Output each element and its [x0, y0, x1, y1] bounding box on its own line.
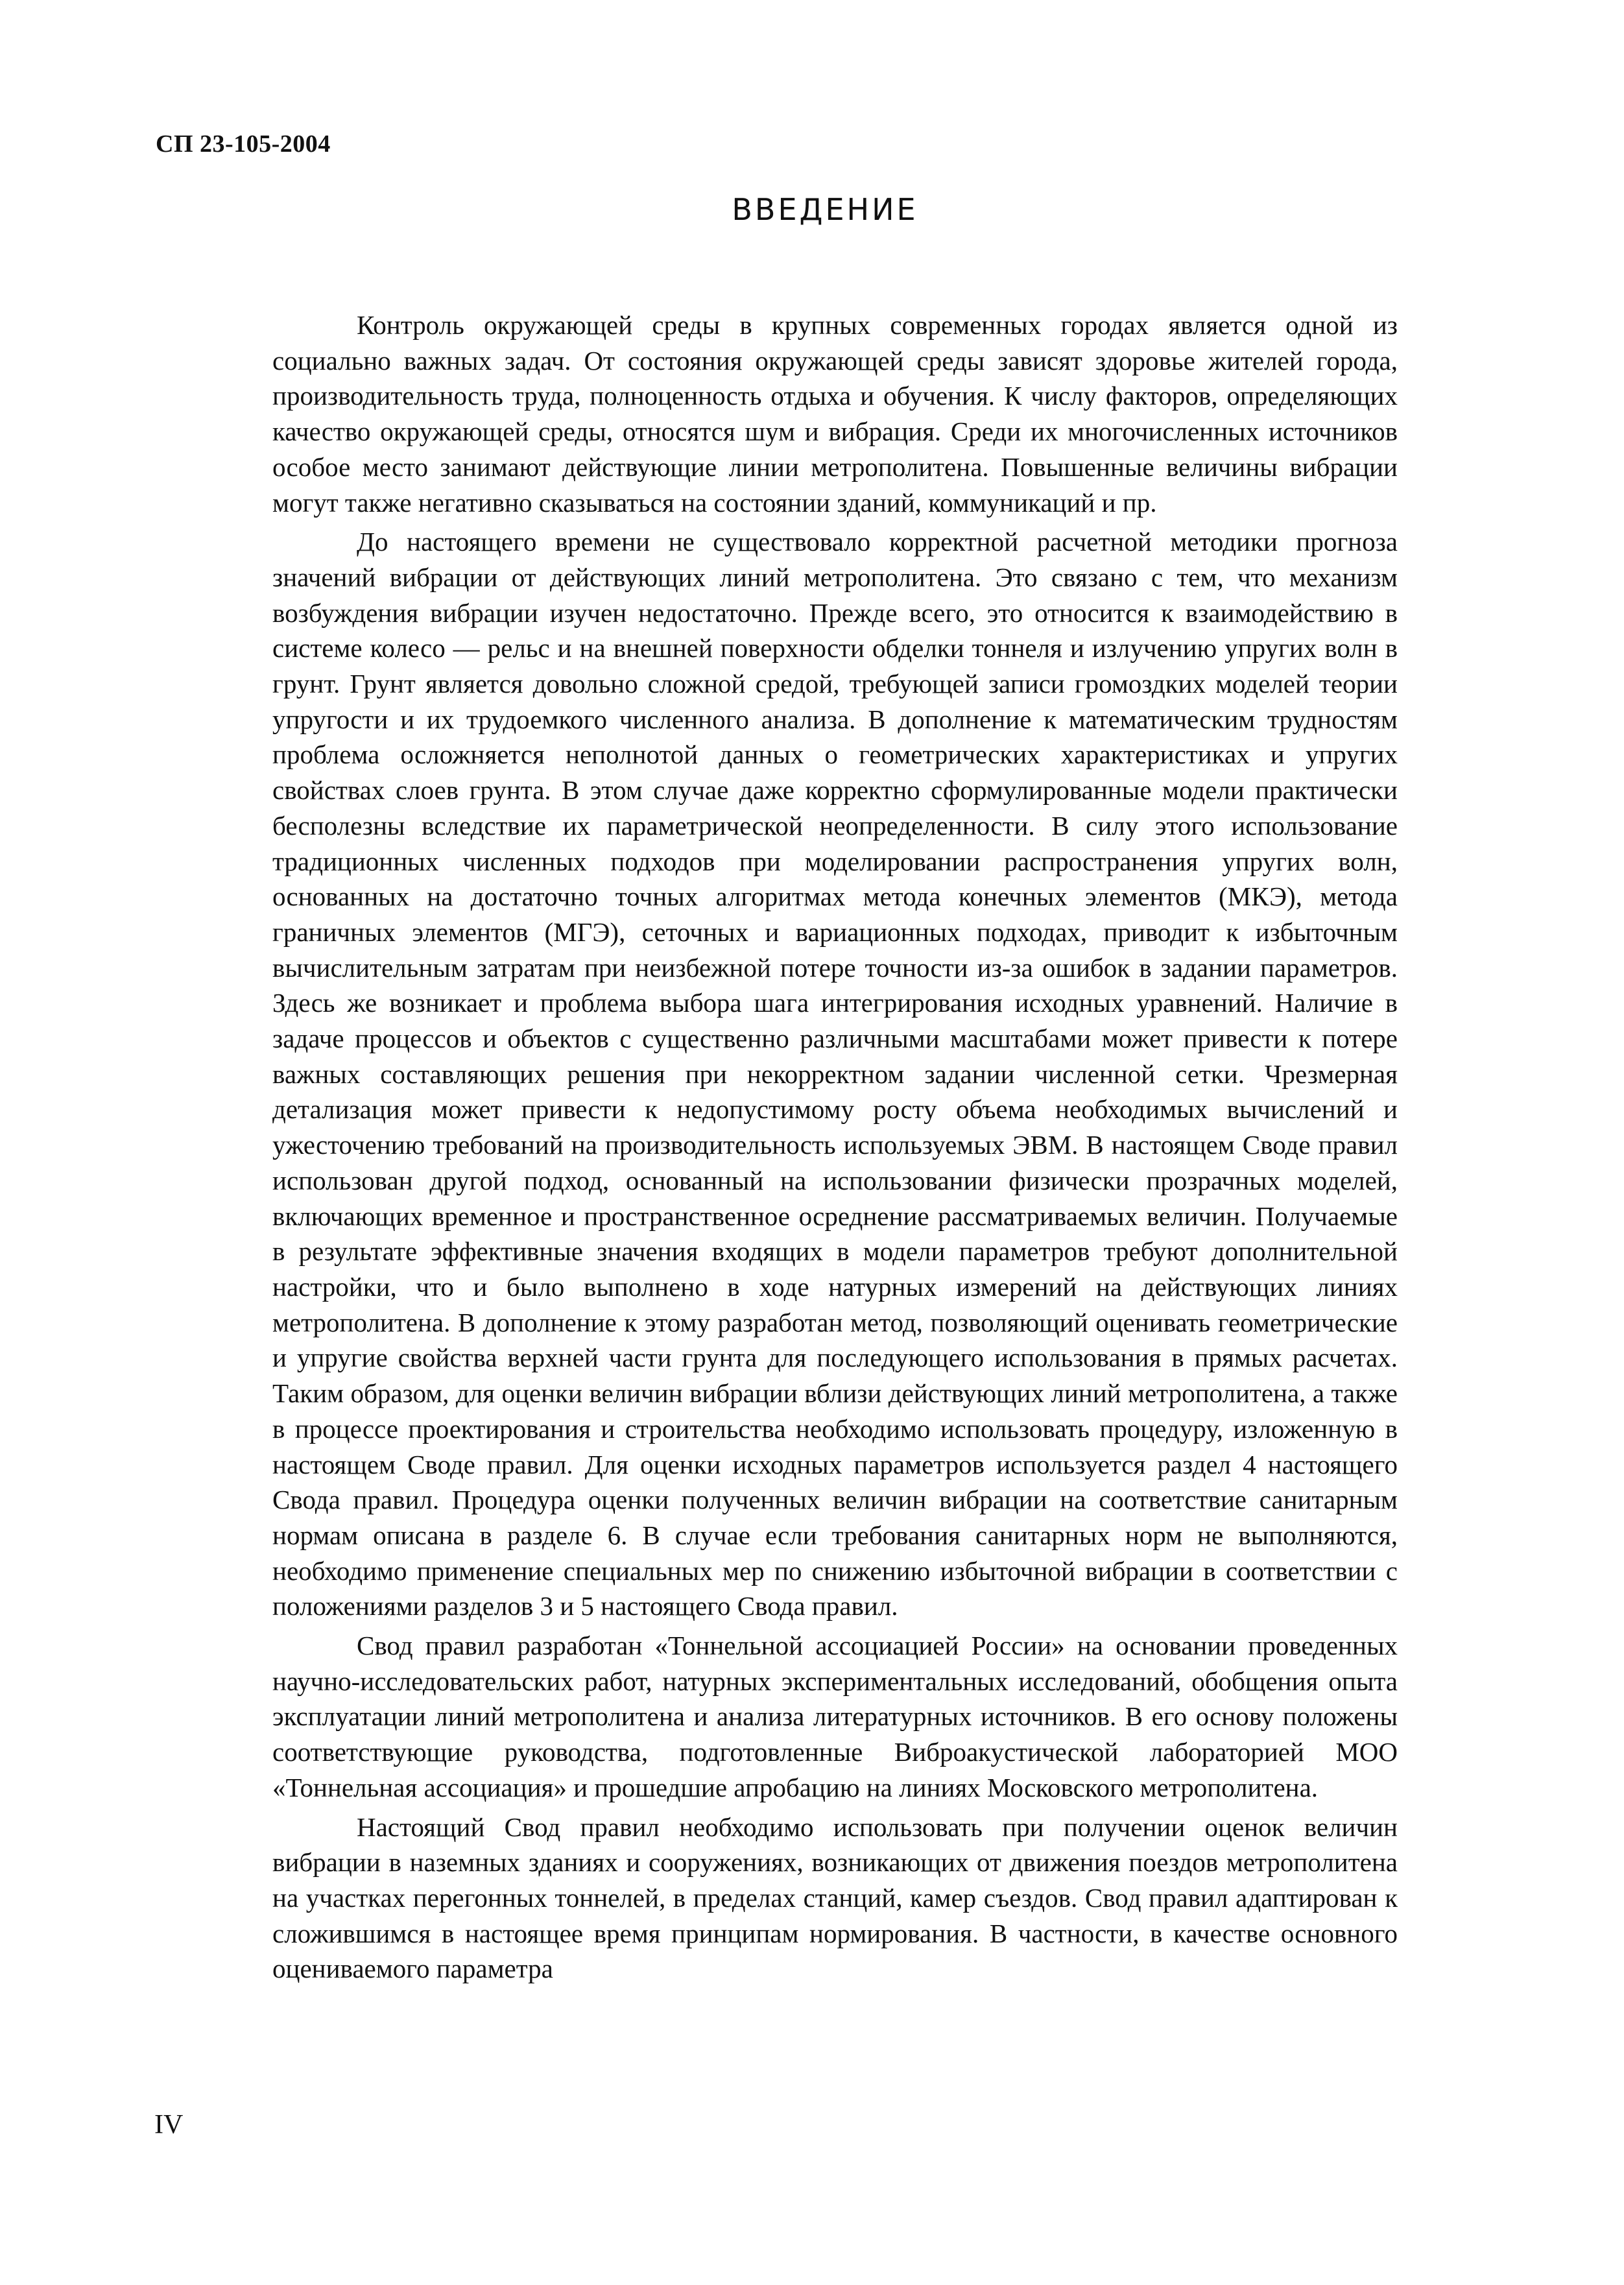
paragraph-4: Настоящий Свод правил необходимо использовать при получении оценок величин вибрации в наземных зданиях и сооружениях, возникающих от движения поездов метрополитена на участках перегонных тоннелей, в пределах станций, камер съездов. Свод правил адаптирован к сложившимся в настоящее время принципам нормирования. В частности, в качестве основного оцениваемого параметра — [272, 1812, 1398, 1984]
paragraph-2: До настоящего времени не существовало корректной расчетной методики прогноза значений вибрации от действующих линий метрополитена. Это связано с тем, что механизм возбуждения вибрации изучен недостаточно. Прежде всего, это относится к взаимодействию в системе колесо — рельс и на внешней поверхности обделки тоннеля и излучению упругих волн в грунт. Грунт является довольно сложной средой, требующей записи громоздких моделей теории упругости и их трудоемкого численного анализа. В дополнение к математическим трудностям проблема осложняется неполнотой данных о геометрических характеристиках и упругих свойствах слоев грунта. В этом случае даже корректно сформулированные модели практически бесполезны вследствие их параметрической неопределенности. В силу этого использование традиционных численных подходов при моделировании распространения упругих волн, основанных на достаточно точных алгоритмах метода конечных элементов (МКЭ), метода граничных элементов (МГЭ), сеточных и вариационных подходах, приводит к избыточным вычислительным затратам при неизбежной потере точности из-за ошибок в задании параметров. Здесь же возникает и проблема выбора шага интегрирования исходных уравнений. Наличие в задаче процессов и объектов с существенно различными масштабами может привести к потере важных составляющих решения при некорректном задании численной сетки. Чрезмерная детализация может привести к недопустимому росту объема необходимых вычислений и ужесточению требований на производительность используемых ЭВМ. В настоящем Своде правил использован другой подход, основанный на использовании физически прозрачных моделей, включающих временное и пространственное осреднение рассматриваемых величин. Получаемые в результате эффективные значения входящих в модели параметров требуют дополнительной настройки, что и было выполнено в ходе натурных измерений на действующих линиях метрополитена. В дополнение к этому разработан метод, позволяющий оценивать геометрические и упругие свойства верхней части грунта для последующего использования в прямых расчетах. Таким образом, для оценки величин вибрации вблизи действующих линий метрополитена, а также в процессе проектирования и строительства необходимо использовать процедуру, изложенную в настоящем Своде правил. Для оценки исходных параметров используется раздел 4 настоящего Свода правил. Процедура оценки полученных величин вибрации на соответствие санитарным нормам описана в разделе 6. В случае если требования санитарных норм не выполняются, необходимо применение специальных мер по снижению избыточной вибрации в соответствии с положениями разделов 3 и 5 настоящего Свода правил. — [272, 527, 1398, 1621]
body-text — [272, 307, 1398, 1991]
section-title: ВВЕДЕНИЕ — [732, 192, 918, 227]
page-number: IV — [154, 2110, 184, 2140]
document-code: СП 23-105-2004 — [156, 130, 331, 158]
paragraph-3: Свод правил разработан «Тоннельной ассоциацией России» на основании проведенных научно-исследовательских работ, натурных экспериментальных исследований, обобщения опыта эксплуатации линий метрополитена и анализа литературных источников. В его основу положены соответствующие руководства, подготовленные Виброакустической лабораторией МОО «Тоннельная ассоциация» и прошедшие апробацию на линиях Московского метрополитена. — [272, 1631, 1398, 1802]
paragraph-1: Контроль окружающей среды в крупных современных городах является одной из социально важных задач. От состояния окружающей среды зависят здоровье жителей города, производительность труда, полноценность отдыха и обучения. К числу факторов, определяющих качество окружающей среды, относятся шум и вибрация. Среди их многочисленных источников особое место занимают действующие линии метрополитена. Повышенные величины вибрации могут также негативно сказываться на состоянии зданий, коммуникаций и пр. — [272, 310, 1398, 518]
